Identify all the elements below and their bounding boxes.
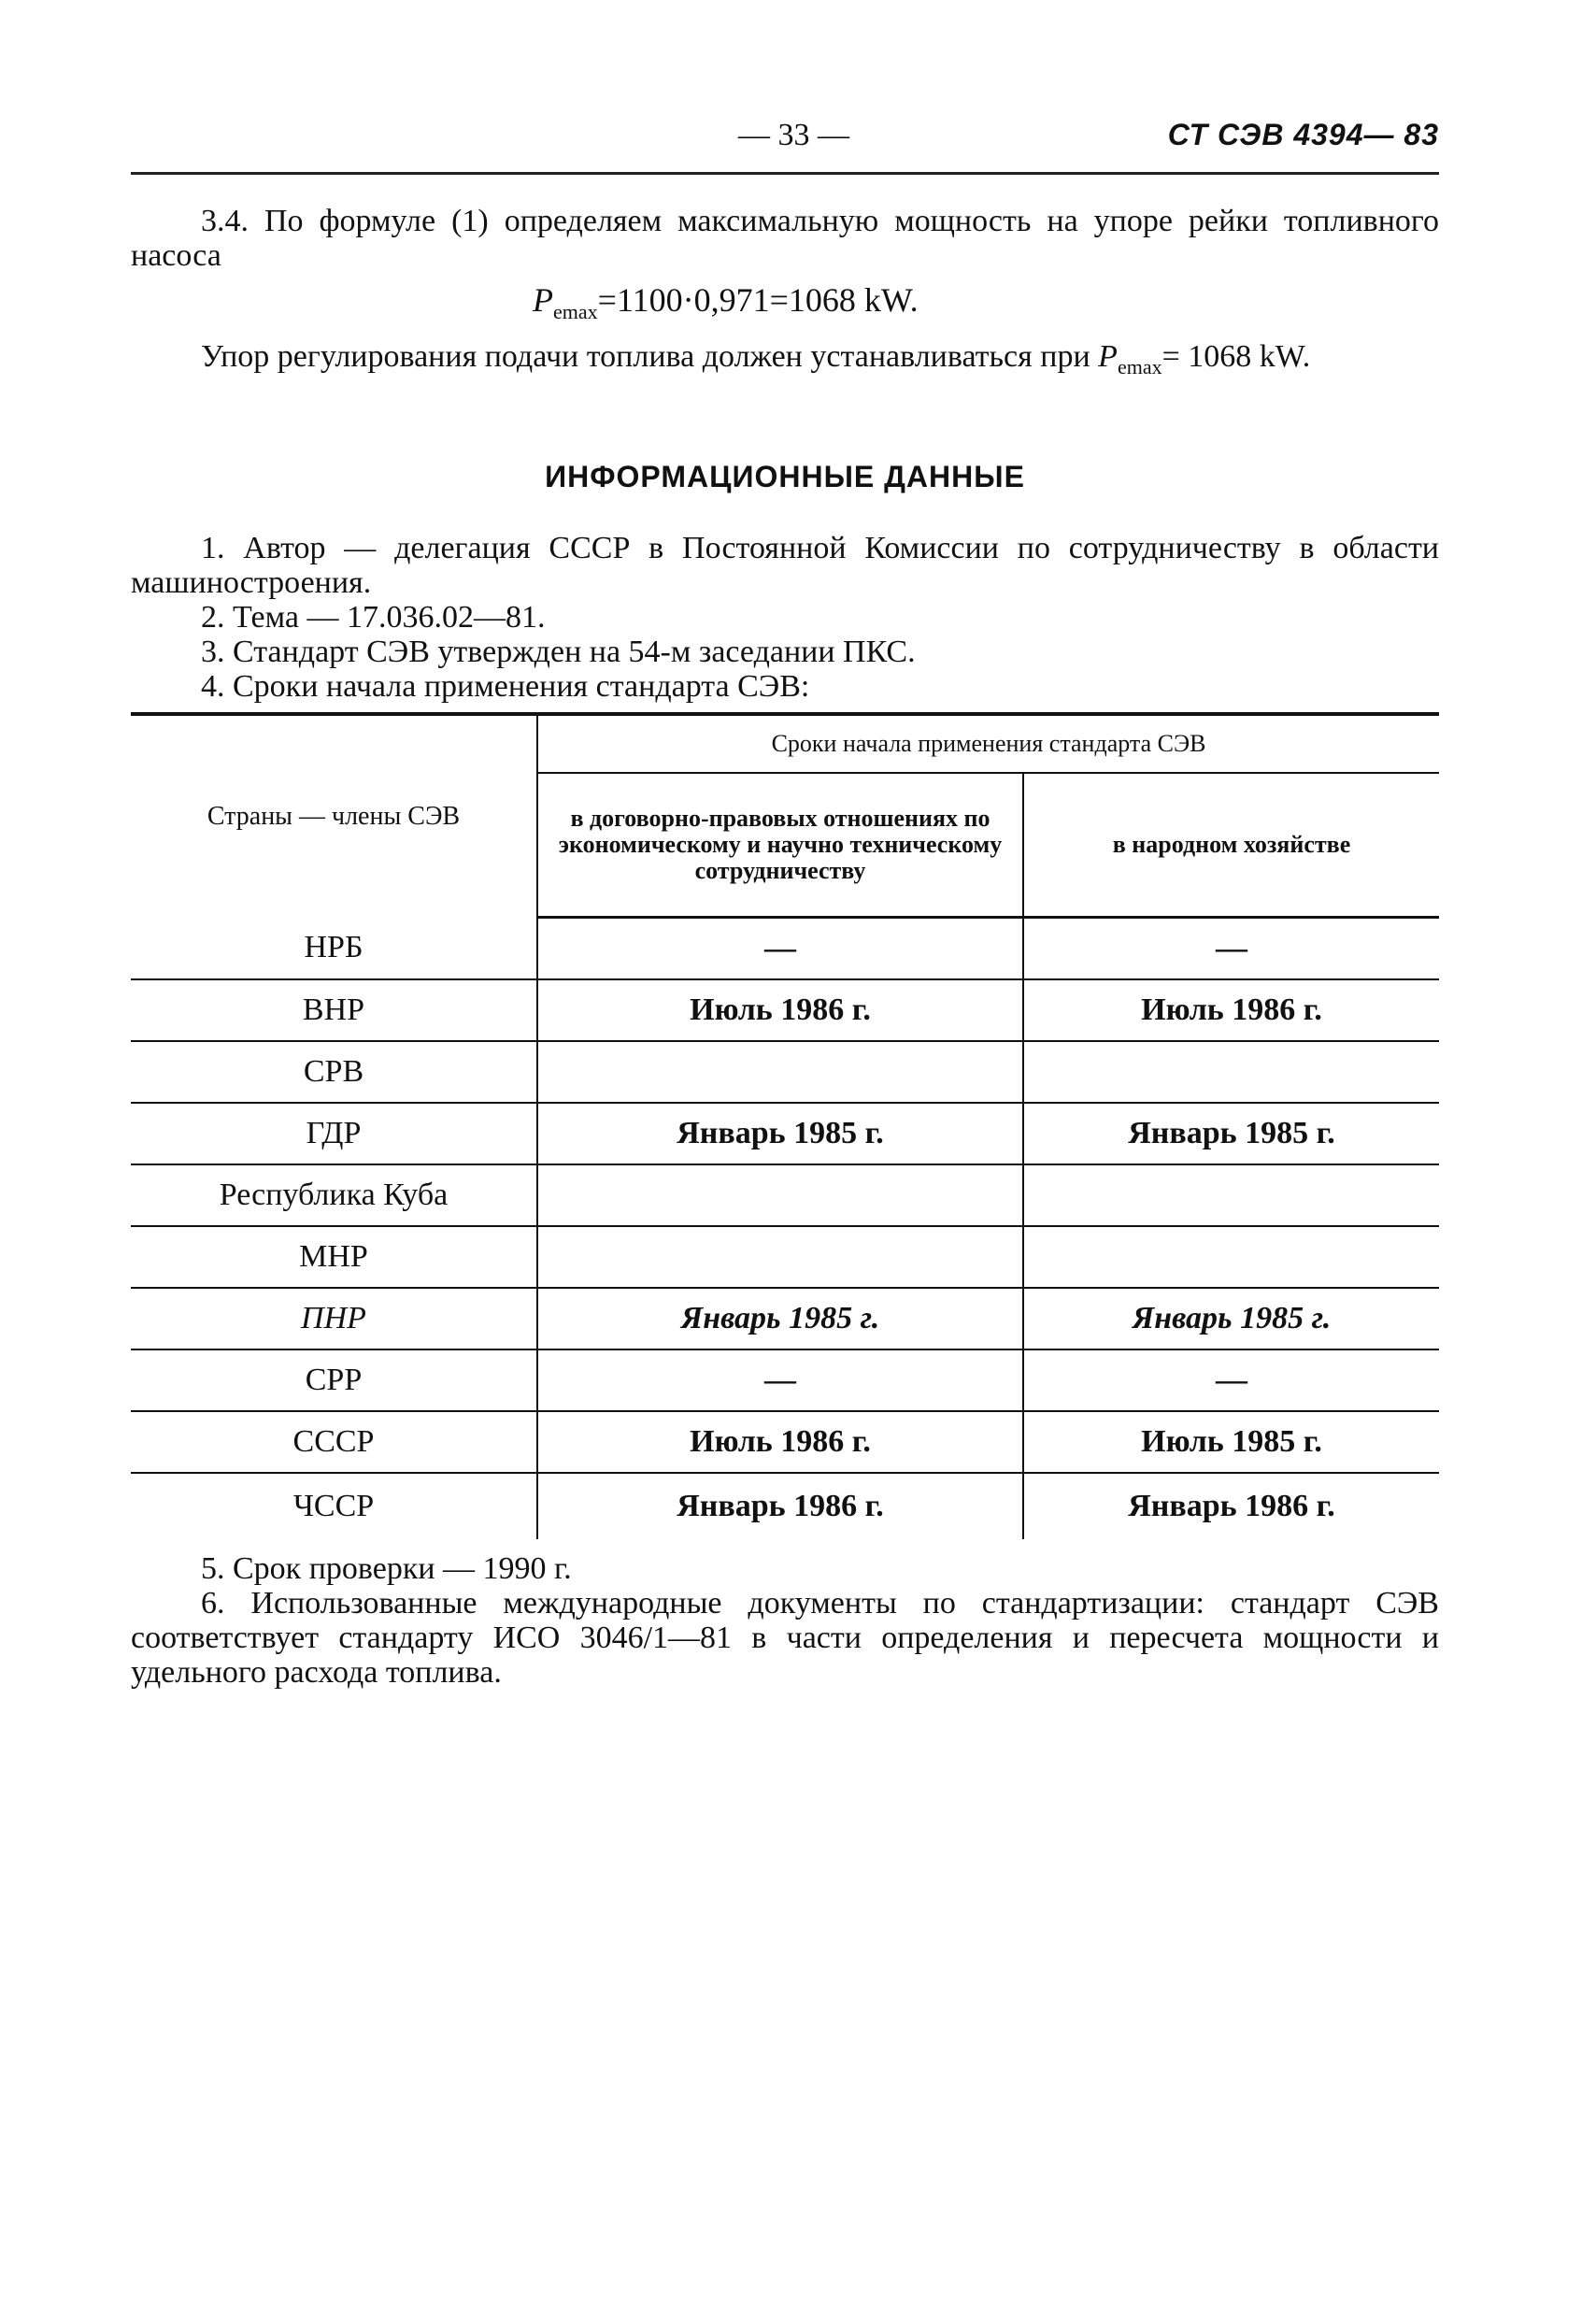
table-row (131, 1288, 1439, 1349)
info-item-3: 3. Стандарт СЭВ утвержден на 54-м заседании ПКС. (201, 635, 916, 669)
national-cell: — (1023, 918, 1439, 980)
info-item-1: 1. Автор — делегация СССР в Постоянной Комиссии по сотрудничеству в области машиностроения. (131, 531, 1439, 600)
national-cell: Январь 1985 г. (1023, 1103, 1439, 1164)
contractual-cell (537, 1041, 1023, 1103)
schedule-table (131, 712, 1439, 1539)
country-cell: ВНР (131, 979, 537, 1041)
country-cell: ПНР (131, 1288, 537, 1349)
contractual-cell: Январь 1985 г. (537, 1288, 1023, 1349)
national-cell (1023, 1164, 1439, 1226)
country-cell: Республика Куба (131, 1164, 537, 1226)
page-header (131, 112, 1439, 168)
final-list (131, 1551, 1439, 1690)
contractual-cell: Июль 1986 г. (537, 1411, 1023, 1473)
country-cell: ГДР (131, 1103, 537, 1164)
header-country: Страны — члены СЭВ (131, 714, 537, 918)
national-cell (1023, 1226, 1439, 1288)
table-row (131, 1164, 1439, 1226)
table-header-row-1 (131, 714, 1439, 773)
country-cell: СРВ (131, 1041, 537, 1103)
contractual-cell: Январь 1985 г. (537, 1103, 1023, 1164)
table-row (131, 1103, 1439, 1164)
stop-note-value: = 1068 kW. (1161, 339, 1311, 374)
table-row (131, 1349, 1439, 1411)
table-row (131, 918, 1439, 980)
national-cell: Январь 1985 г. (1023, 1288, 1439, 1349)
country-cell: МНР (131, 1226, 537, 1288)
national-cell: Июль 1985 г. (1023, 1411, 1439, 1473)
country-cell: СРР (131, 1349, 537, 1411)
contractual-cell: Июль 1986 г. (537, 979, 1023, 1041)
national-cell: Январь 1986 г. (1128, 1489, 1335, 1523)
info-item-2: 2. Тема — 17.036.02—81. (201, 600, 546, 635)
stop-note-symbol-letter: P (1098, 339, 1118, 374)
table-row (131, 1411, 1439, 1473)
page-number: — 33 — (738, 118, 849, 152)
final-item-6: 6. Использованные международные документы по стандартизации: стандарт СЭВ соответствует стандарту ИСО 3046/1—81 в части определения и пересчета мощности и удельного расхода топлива. (131, 1586, 1439, 1690)
table-row (131, 1226, 1439, 1288)
stop-note-subscript: emax (1117, 354, 1162, 378)
contractual-cell: — (537, 918, 1023, 980)
info-item-4: 4. Сроки начала применения стандарта СЭВ: (201, 669, 810, 704)
section-3-4-text: 3.4. По формуле (1) определяем максимальную мощность на упоре рейки топливного насоса (131, 204, 1439, 273)
header-group: Сроки начала применения стандарта СЭВ (537, 714, 1439, 773)
stop-note (131, 339, 1439, 384)
contractual-cell (537, 1164, 1023, 1226)
country-cell: СССР (131, 1411, 537, 1473)
national-cell: — (1023, 1349, 1439, 1411)
country-cell: ЧССР (292, 1489, 375, 1523)
stop-note-text: Упор регулирования подачи топлива должен устанавливаться при (201, 339, 1090, 374)
table-body (131, 918, 1439, 1540)
info-list (131, 531, 1439, 704)
stop-note-symbol (1098, 339, 1162, 378)
formula-subscript: emax (553, 300, 598, 324)
table-row (131, 1473, 1439, 1539)
standard-code: СТ СЭВ 4394— 83 (1167, 118, 1439, 151)
national-cell (1023, 1041, 1439, 1103)
header-contractual: в договорно-правовых отношениях по экономическому и научно техническому сотрудничеству (537, 773, 1023, 918)
info-heading: ИНФОРМАЦИОННЫЕ ДАННЫЕ (545, 460, 1025, 493)
header-rule (131, 172, 1439, 175)
formula-symbol: P (533, 281, 553, 319)
table-row (131, 979, 1439, 1041)
header-national: в народном хозяйстве (1023, 773, 1439, 918)
power-formula (533, 280, 919, 324)
national-cell: Июль 1986 г. (1023, 979, 1439, 1041)
schedule-table-wrap (131, 712, 1439, 1539)
contractual-cell: Январь 1986 г. (537, 1473, 1023, 1539)
contractual-cell: — (537, 1349, 1023, 1411)
final-item-5: 5. Срок проверки — 1990 г. (201, 1551, 572, 1586)
country-cell: НРБ (131, 918, 537, 980)
table-row (131, 1041, 1439, 1103)
contractual-cell (537, 1226, 1023, 1288)
formula-rhs: =1100·0,971=1068 kW. (597, 281, 919, 319)
